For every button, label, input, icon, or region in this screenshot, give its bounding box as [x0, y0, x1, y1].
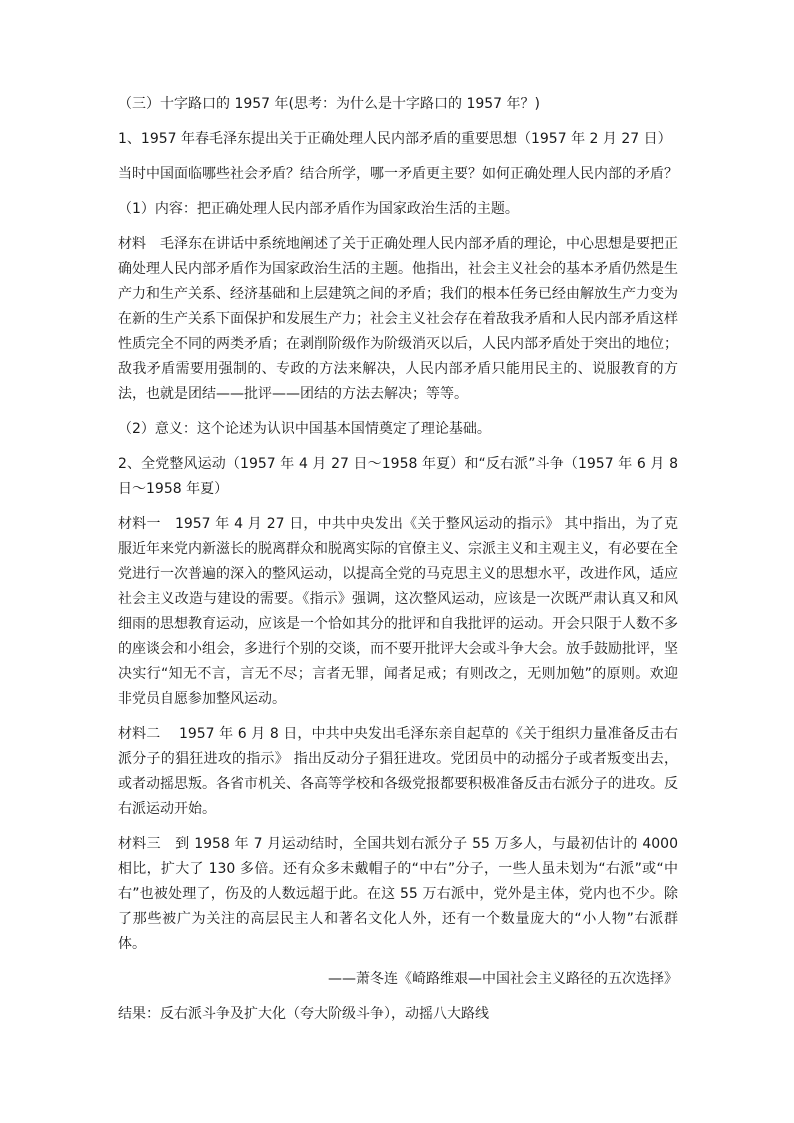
item1-significance: （2）意义：这个论述为认识中国基本国情奠定了理论基础。: [118, 421, 491, 437]
item2-heading: 2、全党整风运动（1957 年 4 月 27 日～1958 年夏）和“反右派”斗争（1957 年 6 月 8 日～1958 年夏）: [118, 456, 678, 497]
discussion-question: 当时中国面临哪些社会矛盾？结合所学，哪一矛盾更主要？如何正确处理人民内部的矛盾？: [118, 166, 678, 182]
section-title: （三）十字路口的 1957 年(思考：为什么是十字路口的 1957 年？): [118, 96, 540, 112]
item1-content: （1）内容：把正确处理人民内部矛盾作为国家政治生活的主题。: [118, 201, 519, 217]
material-3: 材料三 到 1958 年 7 月运动结时，全国共划右派分子 55 万多人，与最初估计的 4000 相比，扩大了 130 多倍。还有众多未戴帽子的“中右”分子，一些人虽未划为“右派”或“中右”也被处理了，伤及的人数远超于此。在这 55 万右派中，党外是主体，党内也不少。除了那些被广为关注的高层民主人和著名文化人外，还有一个数量庞大的“小人物”右派群体。: [118, 836, 678, 952]
material-1: 材料一 1957 年 4 月 27 日，中共中央发出《关于整风运动的指示》 其中指出，为了克服近年来党内新滋长的脱离群众和脱离实际的官僚主义、宗派主义和主观主义，有必要在全党进行一次普遍的深入的整风运动，以提高全党的马克思主义的思想水平，改进作风，适应社会主义改造与建设的需要。《指示》强调，这次整风运动，应该是一次既严肃认真又和风细雨的思想教育运动，应该是一个恰如其分的批评和自我批评的运动。开会只限于人数不多的座谈会和小组会，多进行个别的交谈，而不要开批评大会或斗争大会。放手鼓励批评，坚决实行“知无不言，言无不尽；言者无罪，闻者足戒；有则改之，无则加勉”的原则。欢迎非党员自愿参加整风运动。: [118, 516, 678, 707]
source-citation: ——萧冬连《崎路维艰—中国社会主义路径的五次选择》: [328, 971, 678, 987]
material-main: 材料 毛泽东在讲话中系统地阐述了关于正确处理人民内部矛盾的理论，中心思想是要把正确处理人民内部矛盾作为国家政治生活的主题。他指出，社会主义社会的基本矛盾仍然是生产力和生产关系、经济基础和上层建筑之间的矛盾；我们的根本任务已经由解放生产力变为在新的生产关系下面保护和发展生产力；社会主义社会存在着敌我矛盾和人民内部矛盾这样性质完全不同的两类矛盾；在剥削阶级作为阶级消灭以后，人民内部矛盾处于突出的地位；敌我矛盾需要用强制的、专政的方法来解决，人民内部矛盾只能用民主的、说服教育的方法，也就是团结——批评——团结的方法去解决；等等。: [118, 236, 678, 402]
result-line: 结果：反右派斗争及扩大化（夸大阶级斗争），动摇八大路线: [118, 1006, 489, 1022]
document-page: [118, 92, 678, 1037]
material-2: 材料二 1957 年 6 月 8 日，中共中央发出毛泽东亲自起草的《关于组织力量准备反击右派分子的猖狂进攻的指示》 指出反动分子猖狂进攻。党团员中的动摇分子或者叛变出去，或者动摇思叛。各省市机关、各高等学校和各级党报都要积极准备反击右派分子的进攻。反右派运动开始。: [118, 726, 678, 817]
item1-heading: 1、1957 年春毛泽东提出关于正确处理人民内部矛盾的重要思想（1957 年 2 月 27 日）: [118, 131, 672, 147]
